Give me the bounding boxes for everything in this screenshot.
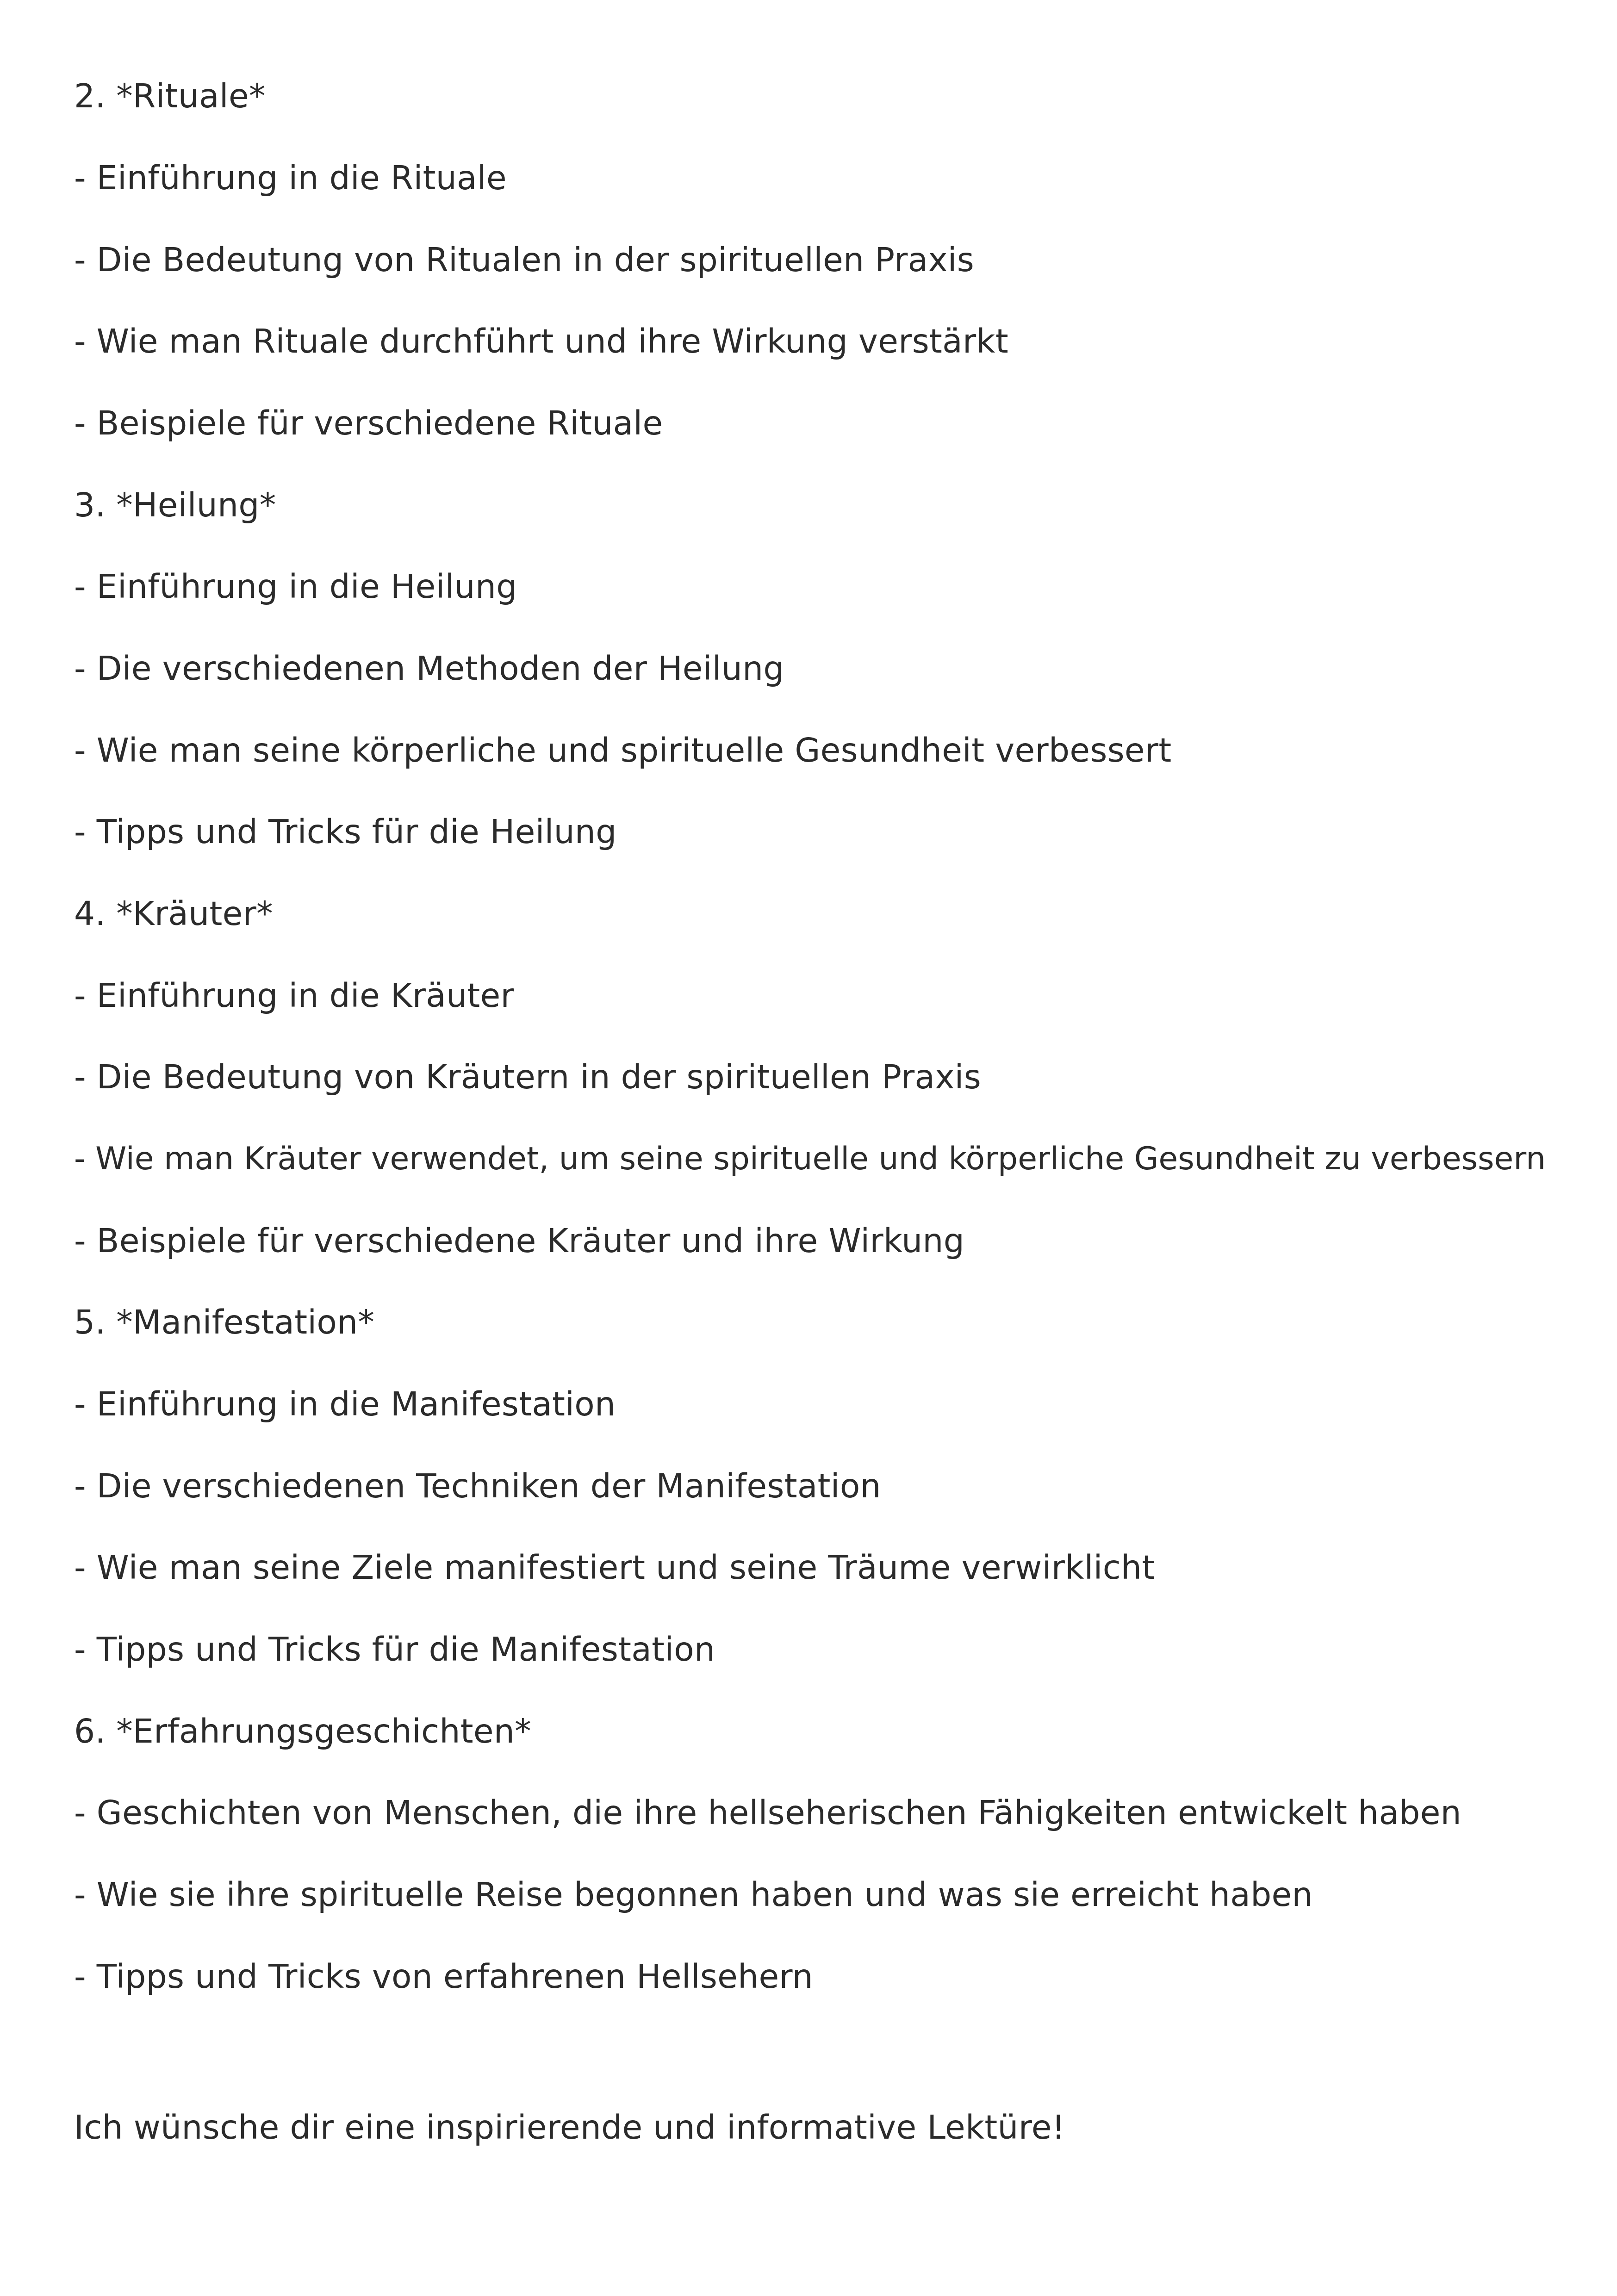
closing-text: Ich wünsche dir eine inspirierende und informative Lektüre!	[74, 2108, 1065, 2147]
list-item: - Einführung in die Rituale	[74, 159, 507, 197]
section-heading-erfahrungsgeschichten: 6. *Erfahrungsgeschichten*	[74, 1712, 531, 1750]
list-item: - Tipps und Tricks von erfahrenen Hellsehern	[74, 1957, 813, 1996]
section-heading-manifestation: 5. *Manifestation*	[74, 1303, 375, 1341]
list-item: - Die verschiedenen Methoden der Heilung	[74, 649, 784, 688]
list-item: - Einführung in die Kräuter	[74, 976, 514, 1015]
list-item: - Tipps und Tricks für die Manifestation	[74, 1630, 715, 1669]
list-item: - Wie man seine körperliche und spirituelle Gesundheit verbessert	[74, 731, 1172, 769]
list-item: - Die verschiedenen Techniken der Manifestation	[74, 1467, 881, 1505]
section-heading-rituale: 2. *Rituale*	[74, 77, 266, 115]
section-heading-kraeuter: 4. *Kräuter*	[74, 894, 273, 933]
list-item: - Wie man seine Ziele manifestiert und seine Träume verwirklicht	[74, 1548, 1155, 1587]
list-item: - Die Bedeutung von Ritualen in der spirituellen Praxis	[74, 241, 975, 279]
list-item: - Beispiele für verschiedene Kräuter und ihre Wirkung	[74, 1222, 965, 1260]
list-item: - Wie man Kräuter verwendet, um seine spirituelle und körperliche Gesundheit zu verbessern	[74, 1141, 1546, 1177]
list-item: - Wie sie ihre spirituelle Reise begonnen haben und was sie erreicht haben	[74, 1875, 1313, 1914]
list-item: - Die Bedeutung von Kräutern in der spirituellen Praxis	[74, 1058, 981, 1096]
list-item: - Tipps und Tricks für die Heilung	[74, 813, 617, 851]
list-item: - Wie man Rituale durchführt und ihre Wirkung verstärkt	[74, 322, 1008, 360]
list-item: - Einführung in die Heilung	[74, 567, 517, 606]
list-item: - Geschichten von Menschen, die ihre hellseherischen Fähigkeiten entwickelt haben	[74, 1793, 1462, 1832]
list-item: - Beispiele für verschiedene Rituale	[74, 404, 663, 442]
list-item: - Einführung in die Manifestation	[74, 1385, 616, 1423]
section-heading-heilung: 3. *Heilung*	[74, 486, 276, 524]
